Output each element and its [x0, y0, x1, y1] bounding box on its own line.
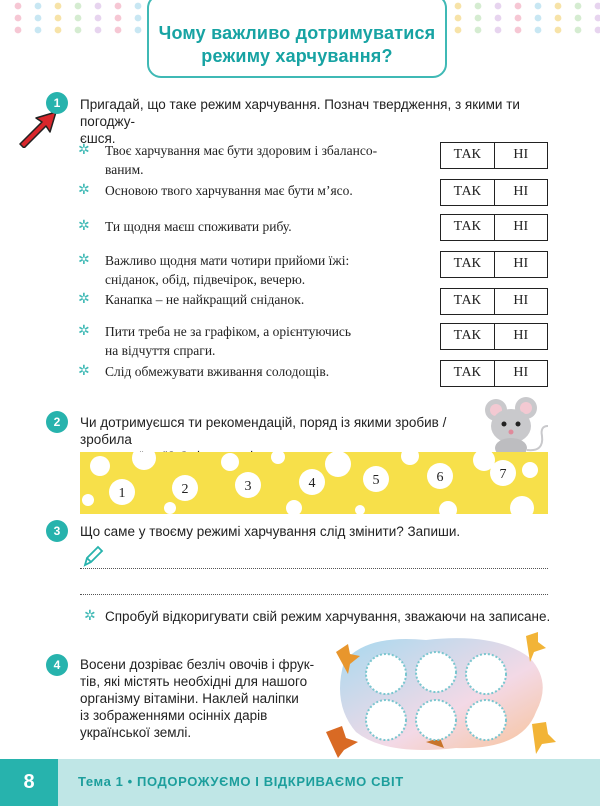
- task-number-1: 1: [46, 92, 68, 114]
- yes-no-box-1: [440, 142, 548, 169]
- statement-line: на відчуття спраги.: [105, 343, 216, 358]
- statement-3: [105, 217, 435, 236]
- task3-hint: Спробуй відкоригувати свій режим харчування, зважаючи на записане.: [105, 609, 551, 624]
- red-arrow-icon: [16, 108, 60, 148]
- no-option[interactable]: НІ: [513, 256, 529, 271]
- snowflake-icon: ✲: [84, 607, 96, 623]
- decor-dot: [115, 15, 122, 22]
- decor-dot: [35, 27, 42, 34]
- scale-label: 2: [181, 482, 189, 497]
- statement-line: Твоє харчування має бути здоровим і збалансо-: [105, 143, 378, 158]
- statement-line: Пити треба не за графіком, а орієнтуючись: [105, 324, 352, 339]
- decor-dot: [575, 27, 582, 34]
- snowflake-icon: ✲: [78, 181, 90, 197]
- answer-line-1[interactable]: [80, 568, 548, 569]
- scale-label: 1: [118, 486, 126, 501]
- statement-7: [105, 362, 435, 381]
- yes-option[interactable]: ТАК: [441, 215, 495, 240]
- mouse-illustration: [482, 396, 552, 458]
- no-option[interactable]: НІ: [513, 184, 529, 199]
- title-line-1: Чому важливо дотримуватися: [158, 23, 436, 43]
- page-title: [149, 22, 445, 68]
- snowflake-icon: ✲: [78, 251, 90, 267]
- decor-dot: [75, 3, 82, 10]
- task1-instruction: [80, 96, 560, 147]
- scale-label: 6: [436, 470, 444, 485]
- task4-line2: тів, які містять необхідні для нашого: [80, 674, 308, 689]
- no-option[interactable]: НІ: [513, 365, 529, 380]
- snowflake-icon: ✲: [78, 362, 90, 378]
- statement-line: Ти щодня маєш споживати рибу.: [105, 219, 292, 234]
- decor-dot: [75, 27, 82, 34]
- decor-dot: [555, 3, 562, 10]
- decor-dot: [115, 3, 122, 10]
- task4-line1: Восени дозріває безліч овочів і фрук-: [80, 657, 315, 672]
- task4-line5: української землі.: [80, 725, 192, 740]
- decor-dot: [15, 27, 22, 34]
- task-number-2: 2: [46, 411, 68, 433]
- yes-no-box-5: [440, 288, 548, 315]
- statement-5: [105, 290, 435, 309]
- decor-dot: [555, 15, 562, 22]
- task-number-4: 4: [46, 654, 68, 676]
- decor-dot: [535, 15, 542, 22]
- decor-dot: [55, 3, 62, 10]
- decor-dot: [475, 27, 482, 34]
- yes-no-box-7: [440, 360, 548, 387]
- decor-dot: [455, 27, 462, 34]
- snowflake-icon: ✲: [78, 217, 90, 233]
- decor-dot: [595, 3, 600, 10]
- scale-label: 4: [308, 476, 316, 491]
- title-box: [147, 0, 447, 78]
- statement-line: Канапка – не найкращий сніданок.: [105, 292, 305, 307]
- decor-dot: [115, 27, 122, 34]
- scale-label: 7: [499, 467, 507, 482]
- decor-dot: [515, 15, 522, 22]
- yes-option[interactable]: ТАК: [441, 361, 495, 386]
- decor-dot: [15, 3, 22, 10]
- statement-6: [105, 322, 435, 360]
- yes-no-box-3: [440, 214, 548, 241]
- statement-line: Важливо щодня мати чотири прийоми їжі:: [105, 253, 350, 268]
- no-option[interactable]: НІ: [513, 328, 529, 343]
- decor-dot: [455, 15, 462, 22]
- decor-dot: [455, 3, 462, 10]
- scale-label: 3: [244, 479, 252, 494]
- task4-line3: організму вітаміни. Наклей наліпки: [80, 691, 299, 706]
- task4-text: [80, 656, 320, 741]
- decor-dot: [575, 15, 582, 22]
- statement-line: Слід обмежувати вживання солодощів.: [105, 364, 330, 379]
- statement-line: сніданок, обід, підвечірок, вечерю.: [105, 272, 306, 287]
- autumn-sticker-area: [326, 632, 556, 758]
- statement-2: [105, 181, 435, 200]
- decor-dot: [75, 15, 82, 22]
- decor-dot: [95, 15, 102, 22]
- decor-dot: [575, 3, 582, 10]
- decor-dot: [475, 15, 482, 22]
- footer-theme-text: Тема 1 • ПОДОРОЖУЄМО І ВІДКРИВАЄМО СВІТ: [78, 774, 404, 789]
- decor-dot: [535, 27, 542, 34]
- decor-dot: [95, 3, 102, 10]
- pencil-icon: [82, 544, 104, 568]
- yes-option[interactable]: ТАК: [441, 252, 495, 277]
- decor-dot: [35, 15, 42, 22]
- decor-dot: [135, 15, 142, 22]
- decor-dot: [515, 3, 522, 10]
- decor-dot: [495, 27, 502, 34]
- page-number: 8: [0, 759, 58, 806]
- scale-label: 5: [372, 473, 380, 488]
- task3-question: Що саме у твоєму режимі харчування слід змінити? Запиши.: [80, 524, 461, 539]
- task4-line4: із зображеннями осінніх дарів: [80, 708, 268, 723]
- task1-instruction-line2: єшся.: [80, 131, 116, 146]
- decor-dot: [135, 3, 142, 10]
- yes-option[interactable]: ТАК: [441, 324, 495, 349]
- decor-dot: [55, 15, 62, 22]
- yes-no-box-4: [440, 251, 548, 278]
- task-number-3: 3: [46, 520, 68, 542]
- statement-line: ваним.: [105, 162, 144, 177]
- decor-dot: [135, 27, 142, 34]
- task2-line1: Чи дотримуєшся ти рекомендацій, поряд із якими зробив / зробила: [80, 415, 447, 447]
- yes-option[interactable]: ТАК: [441, 180, 495, 205]
- decor-dot: [15, 15, 22, 22]
- answer-line-2[interactable]: [80, 594, 548, 595]
- snowflake-icon: ✲: [78, 322, 90, 338]
- decor-dot: [35, 3, 42, 10]
- title-line-2: режиму харчування?: [201, 46, 393, 66]
- no-option[interactable]: НІ: [513, 293, 529, 308]
- statement-1: [105, 141, 435, 179]
- decor-dot: [515, 27, 522, 34]
- decor-dot: [475, 3, 482, 10]
- decor-dot: [595, 27, 600, 34]
- decor-dot: [595, 15, 600, 22]
- snowflake-icon: ✲: [78, 141, 90, 157]
- task1-instruction-line1: Пригадай, що таке режим харчування. Познач твердження, з якими ти погоджу-: [80, 97, 520, 129]
- statement-4: [105, 251, 435, 289]
- yes-no-box-6: [440, 323, 548, 350]
- snowflake-icon: ✲: [78, 290, 90, 306]
- cheese-rating-scale: [80, 452, 548, 514]
- yes-option[interactable]: ТАК: [441, 289, 495, 314]
- yes-option[interactable]: ТАК: [441, 143, 495, 168]
- no-option[interactable]: НІ: [513, 147, 529, 162]
- decor-dot: [495, 15, 502, 22]
- page-footer: [0, 759, 600, 806]
- decor-dot: [555, 27, 562, 34]
- statement-line: Основою твого харчування має бути м’ясо.: [105, 183, 353, 198]
- no-option[interactable]: НІ: [513, 219, 529, 234]
- decor-dot: [55, 27, 62, 34]
- yes-no-box-2: [440, 179, 548, 206]
- decor-dot: [535, 3, 542, 10]
- decor-dot: [95, 27, 102, 34]
- decor-dot: [495, 3, 502, 10]
